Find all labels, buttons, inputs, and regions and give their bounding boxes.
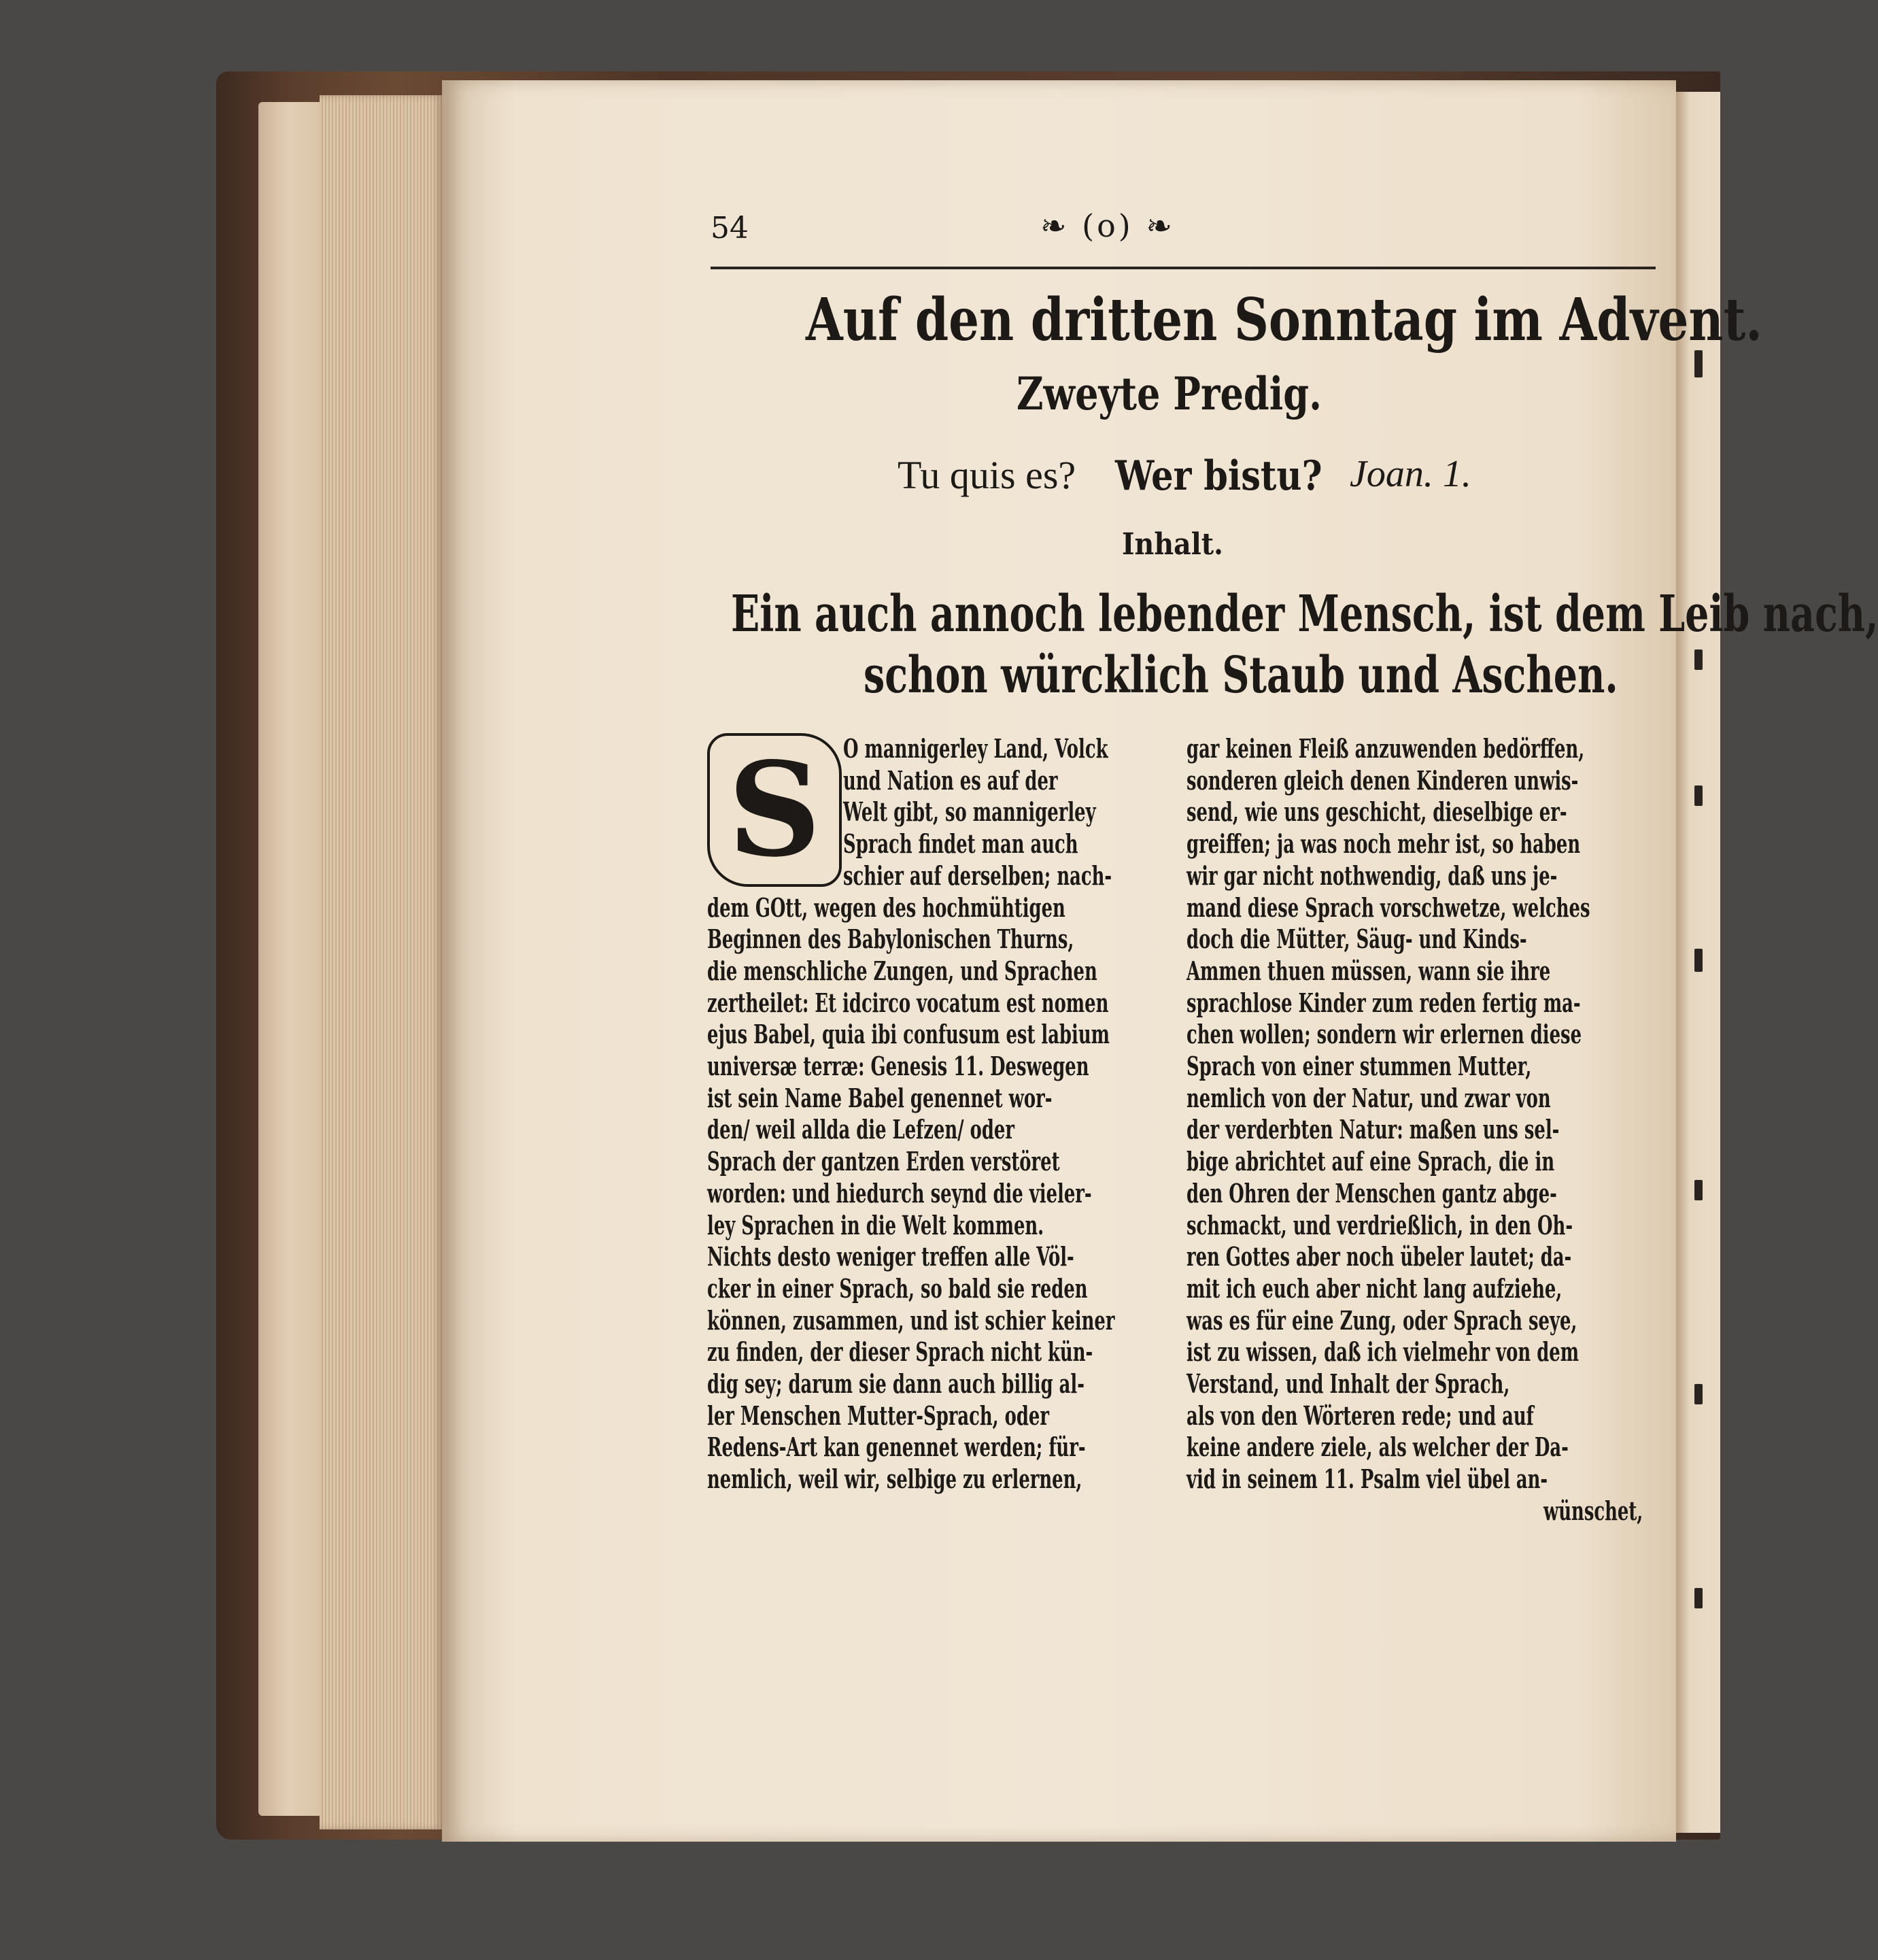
text-line: send, wie uns geschicht, dieselbige er- [1186,796,1567,828]
text-line: cker in einer Sprach, so bald sie reden [707,1272,1088,1304]
text-line: Sprach von einer stummen Mutter, [1186,1051,1532,1081]
summary-line: schon würcklich Staub und Aschen. [864,646,1618,705]
text-line: vid in seinem 11. Psalm viel übel an- [1186,1464,1548,1495]
text-line: Ammen thuen müssen, wann sie ihre [1186,955,1551,986]
motto-german: Wer bistu? [1115,452,1322,500]
text-line: ren Gottes aber noch übeler lautet; da- [1186,1241,1572,1272]
text-line: greiffen; ja was noch mehr ist, so haben [1186,828,1581,860]
facing-page-mark [1694,1384,1703,1404]
summary-line: Ein auch annoch lebender Mensch, ist dem Leib nach, [731,585,1878,643]
text-line: bige abrichtet auf eine Sprach, die in [1186,1146,1555,1177]
facing-page-mark [1694,350,1703,377]
text-line: sprachlose Kinder zum reden fertig ma- [1186,987,1581,1018]
text-line: Welt gibt, so mannigerley [843,796,1096,828]
text-line: der verderbten Natur: maßen uns sel- [1186,1114,1560,1145]
page-number: 54 [711,211,749,246]
text-line: dem GOtt, wegen des hochmühtigen [707,892,1065,923]
facing-page-mark [1694,785,1703,806]
text-line: mit ich euch aber nicht lang aufziehe, [1186,1272,1563,1304]
text-line: den Ohren der Menschen gantz abge- [1186,1177,1557,1209]
motto-latin: Tu quis es? [898,453,1076,497]
text-line: können, zusammen, und ist schier keiner [707,1304,1115,1336]
text-line: schmackt, und verdrießlich, in den Oh- [1186,1209,1573,1240]
text-line: dig sey; darum sie dann auch billig al- [707,1368,1085,1399]
text-line: wir gar nicht nothwendig, daß uns je- [1186,860,1558,891]
text-line: gar keinen Fleiß anzuwenden bedörffen, [1186,733,1585,764]
header-rule [711,267,1656,269]
text-line: Nichts desto weniger treffen alle Völ- [707,1241,1074,1272]
text-line: zu finden, der dieser Sprach nicht kün- [707,1336,1093,1368]
text-line: zertheilet: Et idcirco vocatum est nomen [707,987,1109,1018]
facing-page-mark [1694,1180,1703,1200]
text-line: Verstand, und Inhalt der Sprach, [1186,1368,1510,1399]
text-line: die menschliche Zungen, und Sprachen [707,955,1097,986]
text-line: ler Menschen Mutter-Sprach, oder [707,1400,1049,1431]
text-line: universæ terræ: Genesis 11. Deswegen [707,1051,1089,1081]
facing-page-mark [1694,649,1703,670]
sermon-subheading: Zweyte Predig. [1017,367,1322,420]
text-line: mand diese Sprach vorschwetze, welches [1186,892,1590,923]
drop-cap-initial [707,733,842,887]
text-line: was es für eine Zung, oder Sprach seye, [1186,1304,1577,1336]
text-line: O mannigerley Land, Volck [843,733,1108,764]
text-line: schier auf derselben; nach- [843,860,1112,891]
motto-reference: Joan. 1. [1350,453,1471,495]
text-line: ley Sprachen in die Welt kommen. [707,1209,1044,1240]
header-ornament: ❧ (o) ❧ [1040,207,1175,244]
sermon-heading: Auf den dritten Sonntag im Advent. [806,286,1762,354]
text-line: doch die Mütter, Säug- und Kinds- [1186,924,1527,955]
drop-cap-letter: S [728,734,821,885]
text-line: ist sein Name Babel genennet wor- [707,1082,1053,1113]
text-line: und Nation es auf der [843,764,1058,796]
facing-page-mark [1694,949,1703,972]
text-line: Redens-Art kan genennet werden; für- [707,1432,1086,1463]
text-line: worden: und hiedurch seynd die vieler- [707,1177,1092,1209]
text-line: Sprach der gantzen Erden verstöret [707,1146,1060,1177]
text-line: chen wollen; sondern wir erlernen diese [1186,1019,1582,1050]
text-line: wünschet, [1543,1495,1643,1526]
text-line: nemlich, weil wir, selbige zu erlernen, [707,1464,1082,1495]
text-line: ejus Babel, quia ibi confusum est labium [707,1019,1110,1050]
text-line: sonderen gleich denen Kinderen unwis- [1186,764,1579,796]
page-edges [320,95,442,1829]
facing-page-mark [1694,1588,1703,1608]
text-line: nemlich von der Natur, und zwar von [1186,1082,1551,1113]
text-line: als von den Wörteren rede; und auf [1186,1400,1534,1431]
text-line: den/ weil allda die Lefzen/ oder [707,1114,1014,1145]
text-line: keine andere ziele, als welcher der Da- [1186,1432,1569,1463]
text-line: Beginnen des Babylonischen Thurns, [707,924,1074,955]
text-line: Sprach findet man auch [843,828,1078,860]
contents-label: Inhalt. [1122,527,1223,562]
text-line: ist zu wissen, daß ich vielmehr von dem [1186,1336,1580,1368]
